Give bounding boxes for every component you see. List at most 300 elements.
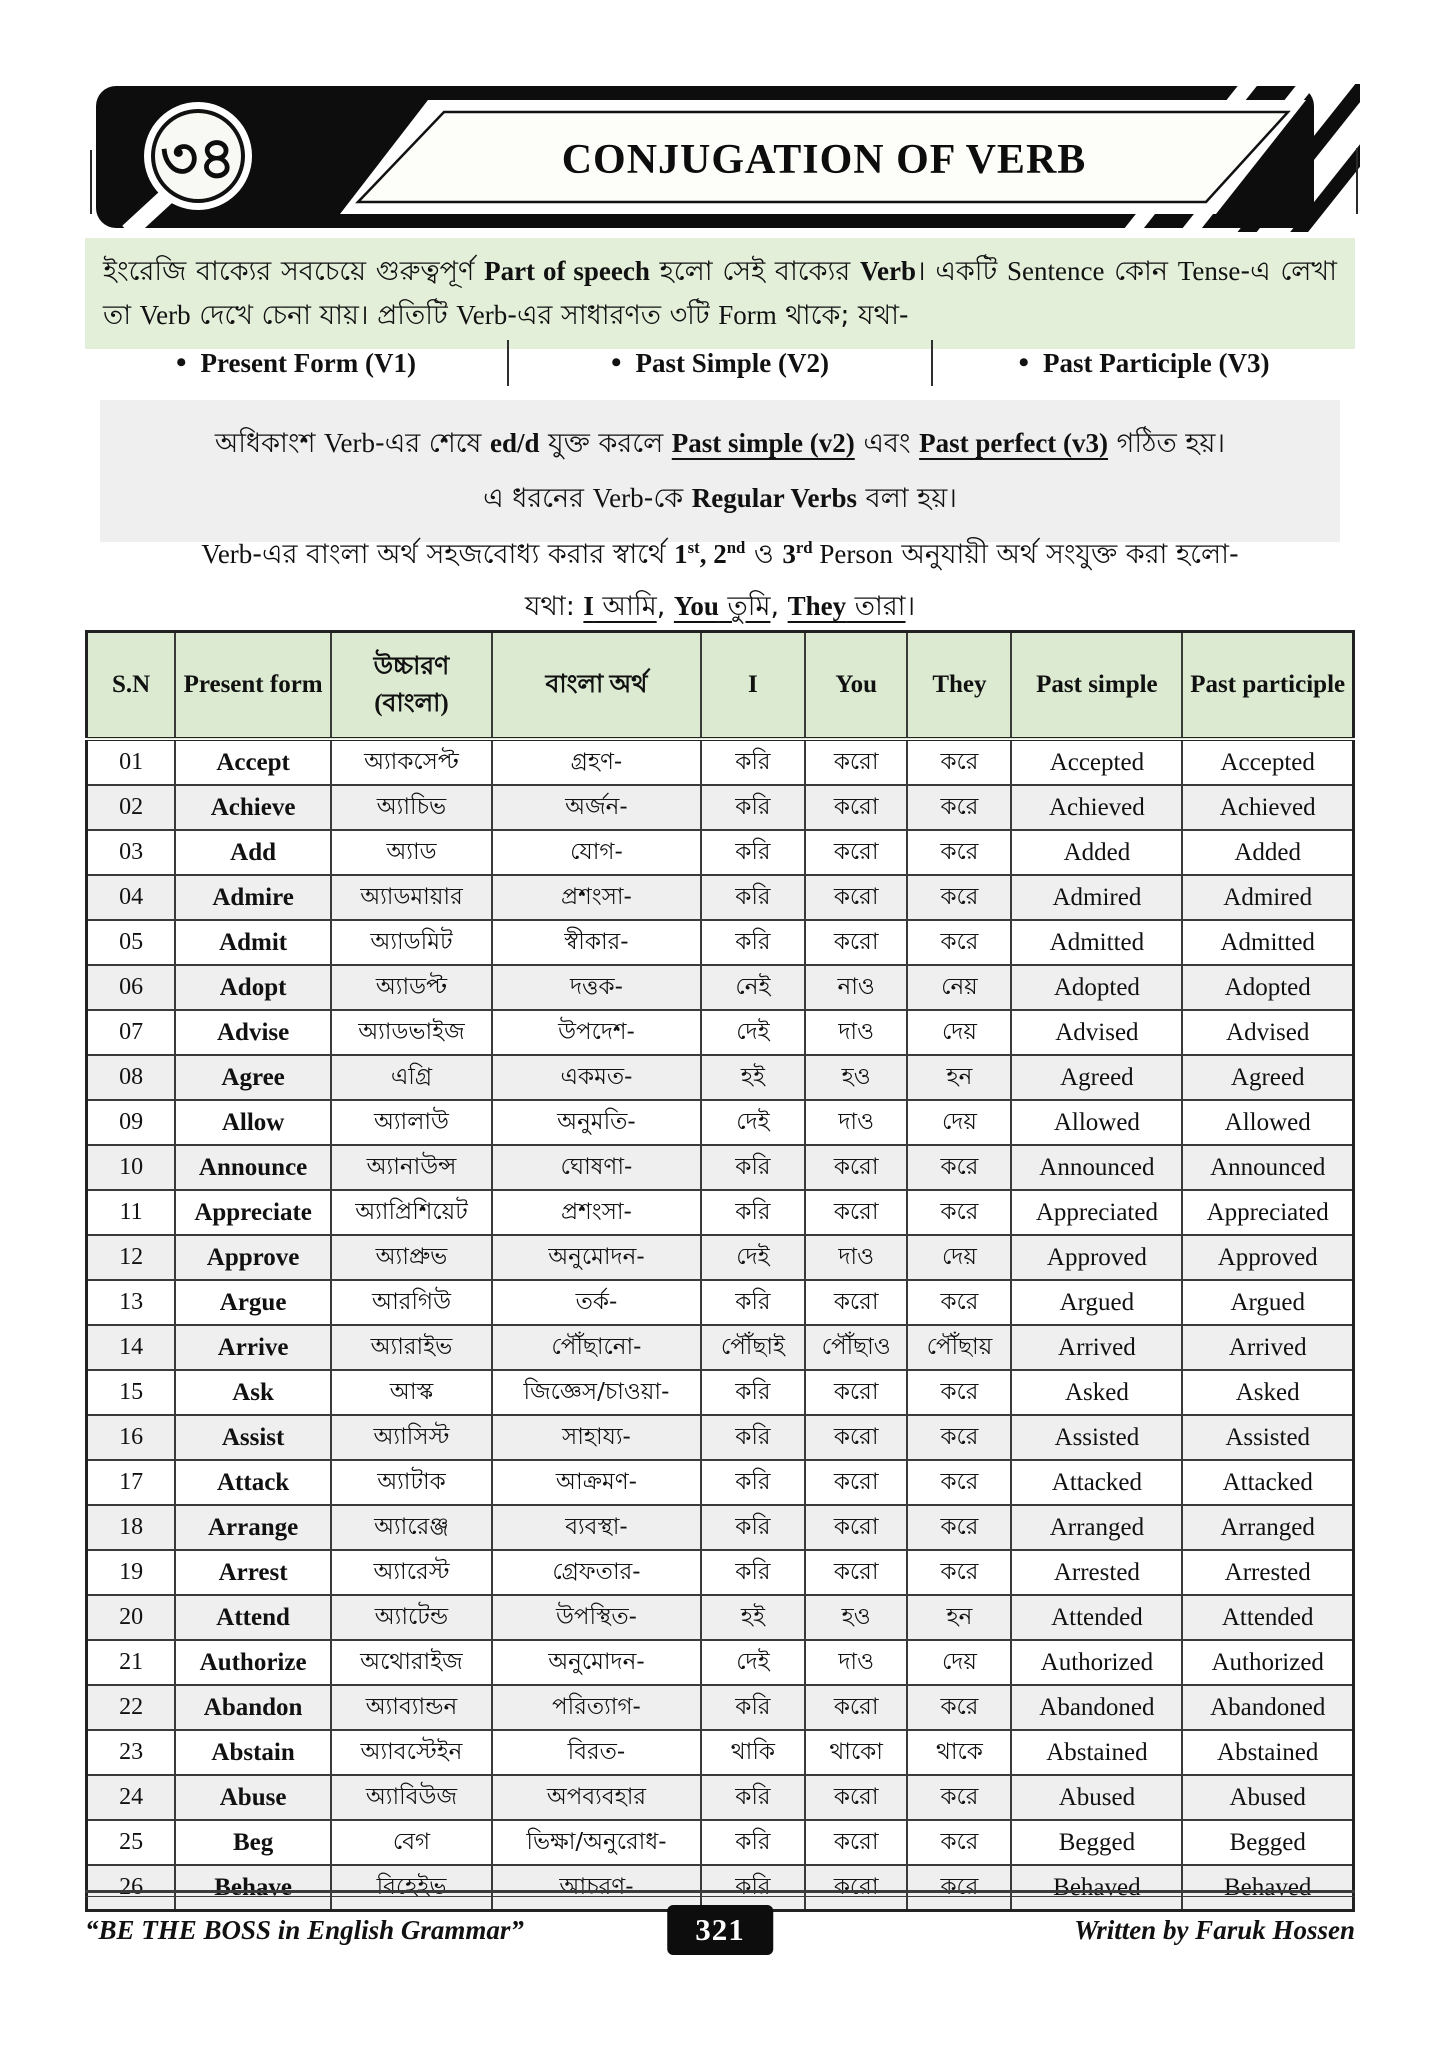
verb-table-body bbox=[87, 739, 1354, 1911]
table-row bbox=[87, 1370, 1354, 1415]
verb-form-label: Past Participle (V3) bbox=[1043, 347, 1270, 378]
table-cell: করো bbox=[805, 875, 908, 920]
table-cell: Abused bbox=[1011, 1775, 1182, 1820]
table-cell: করো bbox=[805, 739, 908, 785]
table-row bbox=[87, 875, 1354, 920]
table-cell: অ্যাটেন্ড bbox=[331, 1595, 492, 1640]
table-cell: Arrived bbox=[1182, 1325, 1353, 1370]
verb-form-label: Past Simple (V2) bbox=[635, 347, 829, 378]
table-cell: অ্যানাউন্স bbox=[331, 1145, 492, 1190]
table-cell: দেয় bbox=[907, 1640, 1011, 1685]
table-cell: Authorized bbox=[1182, 1640, 1353, 1685]
table-cell: করো bbox=[805, 1145, 908, 1190]
table-row bbox=[87, 1055, 1354, 1100]
table-cell: Admired bbox=[1182, 875, 1353, 920]
table-cell: অ্যালাউ bbox=[331, 1100, 492, 1145]
table-cell: গ্রেফতার- bbox=[492, 1550, 701, 1595]
table-cell: করি bbox=[701, 1415, 805, 1460]
table-cell: করে bbox=[907, 1505, 1011, 1550]
table-cell: Adopt bbox=[175, 965, 331, 1010]
column-header: Present form bbox=[175, 632, 331, 740]
text-run: Verb bbox=[201, 539, 253, 569]
text-run: st bbox=[687, 538, 700, 557]
table-cell: পৌঁছাও bbox=[805, 1325, 908, 1370]
table-cell: Agreed bbox=[1011, 1055, 1182, 1100]
table-cell: করে bbox=[907, 739, 1011, 785]
table-cell: অ্যাবস্টেইন bbox=[331, 1730, 492, 1775]
table-cell: Authorize bbox=[175, 1640, 331, 1685]
table-cell: করি bbox=[701, 1775, 805, 1820]
table-cell: Abstained bbox=[1182, 1730, 1353, 1775]
table-cell: অ্যাড bbox=[331, 830, 492, 875]
text-run: এবং bbox=[854, 428, 920, 459]
person-note bbox=[85, 534, 1355, 579]
table-cell: Approve bbox=[175, 1235, 331, 1280]
table-row bbox=[87, 1100, 1354, 1145]
table-cell: করি bbox=[701, 785, 805, 830]
table-cell: Attend bbox=[175, 1595, 331, 1640]
text-run: , bbox=[699, 539, 714, 569]
text-run: দেখে চেনা যায়। প্রতিটি bbox=[190, 299, 457, 331]
table-cell: Attacked bbox=[1182, 1460, 1353, 1505]
table-cell: হই bbox=[701, 1055, 805, 1100]
table-cell: জিজ্ঞেস/চাওয়া- bbox=[492, 1370, 701, 1415]
table-cell: করো bbox=[805, 1415, 908, 1460]
table-cell: ঘোষণা- bbox=[492, 1145, 701, 1190]
table-cell: নেই bbox=[701, 965, 805, 1010]
table-cell: 24 bbox=[87, 1775, 176, 1820]
table-cell: দেই bbox=[701, 1100, 805, 1145]
table-cell: Adopted bbox=[1182, 965, 1353, 1010]
column-header: Past simple bbox=[1011, 632, 1182, 740]
table-cell: দেয় bbox=[907, 1010, 1011, 1055]
chapter-banner bbox=[92, 84, 1360, 232]
table-cell: 06 bbox=[87, 965, 176, 1010]
table-cell: 09 bbox=[87, 1100, 176, 1145]
column-header: উচ্চারণ (বাংলা) bbox=[331, 632, 492, 740]
table-cell: নাও bbox=[805, 965, 908, 1010]
table-cell: Allowed bbox=[1011, 1100, 1182, 1145]
table-cell: Admire bbox=[175, 875, 331, 920]
table-cell: হও bbox=[805, 1055, 908, 1100]
table-cell: দাও bbox=[805, 1235, 908, 1280]
text-run: হলো সেই বাক্যের bbox=[649, 256, 860, 287]
table-cell: করো bbox=[805, 785, 908, 830]
footer bbox=[85, 1902, 1355, 1958]
table-cell: হন bbox=[907, 1055, 1011, 1100]
text-run: I bbox=[583, 591, 594, 621]
table-cell: 12 bbox=[87, 1235, 176, 1280]
table-cell: করি bbox=[701, 875, 805, 920]
table-cell: করি bbox=[701, 1370, 805, 1415]
table-cell: প্রশংসা- bbox=[492, 1190, 701, 1235]
table-cell: হন bbox=[907, 1595, 1011, 1640]
text-run: Person bbox=[812, 539, 893, 569]
table-cell: Behaved bbox=[1011, 1865, 1182, 1911]
table-cell: বিহেইভ bbox=[331, 1865, 492, 1911]
table-cell: Admitted bbox=[1182, 920, 1353, 965]
table-cell: করি bbox=[701, 1865, 805, 1911]
table-cell: 04 bbox=[87, 875, 176, 920]
verb-form-item-v2 bbox=[507, 340, 931, 386]
table-cell: Assisted bbox=[1182, 1415, 1353, 1460]
table-row bbox=[87, 1325, 1354, 1370]
table-cell: Allow bbox=[175, 1100, 331, 1145]
verb-form-item-v1 bbox=[85, 340, 507, 386]
text-run: , bbox=[656, 591, 674, 622]
table-cell: Argued bbox=[1011, 1280, 1182, 1325]
table-cell: Beg bbox=[175, 1820, 331, 1865]
table-cell: অর্জন- bbox=[492, 785, 701, 830]
table-cell: Achieved bbox=[1011, 785, 1182, 830]
table-cell: অ্যারেস্ট bbox=[331, 1550, 492, 1595]
text-run: আমি bbox=[593, 591, 657, 622]
table-cell: করে bbox=[907, 830, 1011, 875]
table-cell: Abandoned bbox=[1182, 1685, 1353, 1730]
table-cell: Behave bbox=[175, 1865, 331, 1911]
table-cell: Achieve bbox=[175, 785, 331, 830]
table-cell: Advise bbox=[175, 1010, 331, 1055]
table-cell: পরিত্যাগ- bbox=[492, 1685, 701, 1730]
table-cell: দাও bbox=[805, 1010, 908, 1055]
table-cell: পৌঁছায় bbox=[907, 1325, 1011, 1370]
table-cell: অ্যাডভাইজ bbox=[331, 1010, 492, 1055]
text-run: তুমি bbox=[718, 591, 771, 622]
table-cell: দেয় bbox=[907, 1235, 1011, 1280]
table-cell: Abandoned bbox=[1011, 1685, 1182, 1730]
table-cell: অ্যাবিউজ bbox=[331, 1775, 492, 1820]
table-cell: Argue bbox=[175, 1280, 331, 1325]
table-cell: Announce bbox=[175, 1145, 331, 1190]
table-cell: 16 bbox=[87, 1415, 176, 1460]
table-row bbox=[87, 785, 1354, 830]
table-row bbox=[87, 739, 1354, 785]
table-cell: 14 bbox=[87, 1325, 176, 1370]
page-number-badge: 321 bbox=[667, 1905, 773, 1955]
table-cell: 02 bbox=[87, 785, 176, 830]
table-cell: Agree bbox=[175, 1055, 331, 1100]
text-run: যথা: bbox=[524, 591, 584, 622]
table-cell: করি bbox=[701, 1460, 805, 1505]
table-row bbox=[87, 830, 1354, 875]
table-cell: Asked bbox=[1011, 1370, 1182, 1415]
table-cell: Begged bbox=[1182, 1820, 1353, 1865]
text-run: -এ লেখা তা bbox=[103, 256, 1337, 331]
table-cell: করে bbox=[907, 1775, 1011, 1820]
text-run: Sentence bbox=[1006, 256, 1105, 286]
table-header-row bbox=[87, 632, 1354, 740]
table-cell: অ্যাকসেপ্ট bbox=[331, 739, 492, 785]
table-cell: আক্রমণ- bbox=[492, 1460, 701, 1505]
bullet-icon: • bbox=[611, 346, 622, 379]
table-cell: করি bbox=[701, 1145, 805, 1190]
table-row bbox=[87, 1595, 1354, 1640]
table-row bbox=[87, 965, 1354, 1010]
table-cell: 26 bbox=[87, 1865, 176, 1911]
table-cell: Arrested bbox=[1182, 1550, 1353, 1595]
footer-left-tagline: “BE THE BOSS in English Grammar” bbox=[85, 1914, 524, 1945]
text-run: Verb bbox=[456, 299, 508, 330]
text-run: 2 bbox=[713, 539, 727, 569]
table-row bbox=[87, 1550, 1354, 1595]
table-cell: 21 bbox=[87, 1640, 176, 1685]
table-cell: Added bbox=[1011, 830, 1182, 875]
table-cell: দেয় bbox=[907, 1100, 1011, 1145]
table-cell: অ্যারাইভ bbox=[331, 1325, 492, 1370]
text-run: যুক্ত করলে bbox=[539, 428, 672, 459]
table-cell: করে bbox=[907, 785, 1011, 830]
right-margin-mark bbox=[1356, 148, 1358, 214]
table-row bbox=[87, 1820, 1354, 1865]
example-line bbox=[85, 586, 1355, 631]
text-run: Verb bbox=[592, 483, 644, 513]
column-header: They bbox=[907, 632, 1011, 740]
table-cell: Arranged bbox=[1182, 1505, 1353, 1550]
table-cell: 08 bbox=[87, 1055, 176, 1100]
table-cell: করি bbox=[701, 830, 805, 875]
table-cell: Allowed bbox=[1182, 1100, 1353, 1145]
table-cell: 19 bbox=[87, 1550, 176, 1595]
table-cell: তর্ক- bbox=[492, 1280, 701, 1325]
table-cell: অপব্যবহার bbox=[492, 1775, 701, 1820]
table-cell: অ্যারেঞ্জ bbox=[331, 1505, 492, 1550]
text-run: বলা হয়। bbox=[857, 483, 957, 514]
table-cell: Agreed bbox=[1182, 1055, 1353, 1100]
table-cell: অ্যাসিস্ট bbox=[331, 1415, 492, 1460]
text-run: থাকে; যথা- bbox=[776, 299, 909, 331]
table-cell: Achieved bbox=[1182, 785, 1353, 830]
table-cell: স্বীকার- bbox=[492, 920, 701, 965]
table-cell: Attack bbox=[175, 1460, 331, 1505]
left-margin-mark bbox=[90, 150, 92, 214]
table-cell: বিরত- bbox=[492, 1730, 701, 1775]
table-cell: Admitted bbox=[1011, 920, 1182, 965]
table-cell: করি bbox=[701, 1280, 805, 1325]
table-cell: করো bbox=[805, 920, 908, 965]
table-cell: করে bbox=[907, 1460, 1011, 1505]
text-run: Verb bbox=[859, 256, 916, 286]
column-header: You bbox=[805, 632, 908, 740]
table-cell: Arrested bbox=[1011, 1550, 1182, 1595]
chapter-title-box bbox=[340, 100, 1306, 214]
table-cell: Approved bbox=[1182, 1235, 1353, 1280]
table-cell: করো bbox=[805, 830, 908, 875]
table-cell: গ্রহণ- bbox=[492, 739, 701, 785]
table-cell: Announced bbox=[1011, 1145, 1182, 1190]
table-cell: Approved bbox=[1011, 1235, 1182, 1280]
text-run: 3 bbox=[782, 539, 796, 569]
text-run: ও bbox=[745, 539, 783, 570]
table-cell: করে bbox=[907, 1370, 1011, 1415]
table-cell: Behaved bbox=[1182, 1865, 1353, 1911]
table-cell: থাকি bbox=[701, 1730, 805, 1775]
verb-forms-list bbox=[85, 338, 1355, 388]
text-run: They bbox=[787, 591, 847, 621]
text-run: । একটি bbox=[915, 256, 1007, 287]
table-cell: 13 bbox=[87, 1280, 176, 1325]
text-run: Part of speech bbox=[484, 256, 650, 286]
table-cell: অ্যাপ্রিশিয়েট bbox=[331, 1190, 492, 1235]
chapter-number: ৩৪ bbox=[160, 124, 236, 192]
table-cell: Authorized bbox=[1011, 1640, 1182, 1685]
table-row bbox=[87, 1280, 1354, 1325]
verb-conjugation-table bbox=[85, 630, 1355, 1912]
table-cell: দাও bbox=[805, 1640, 908, 1685]
text-run: -এর সাধারণত ৩টি bbox=[507, 299, 719, 331]
text-run: Tense bbox=[1177, 256, 1241, 286]
table-cell: করি bbox=[701, 920, 805, 965]
table-row bbox=[87, 920, 1354, 965]
table-cell: করো bbox=[805, 1685, 908, 1730]
text-run: কোন bbox=[1104, 256, 1178, 287]
text-run: rd bbox=[795, 538, 813, 557]
table-cell: Argued bbox=[1182, 1280, 1353, 1325]
table-cell: 18 bbox=[87, 1505, 176, 1550]
table-cell: আরগিউ bbox=[331, 1280, 492, 1325]
table-cell: Advised bbox=[1182, 1010, 1353, 1055]
table-cell: করো bbox=[805, 1280, 908, 1325]
table-cell: দত্তক- bbox=[492, 965, 701, 1010]
table-cell: হও bbox=[805, 1595, 908, 1640]
text-run: Verb bbox=[139, 299, 191, 330]
table-row bbox=[87, 1640, 1354, 1685]
table-cell: ভিক্ষা/অনুরোধ- bbox=[492, 1820, 701, 1865]
table-cell: পৌঁছানো- bbox=[492, 1325, 701, 1370]
table-cell: Accepted bbox=[1182, 739, 1353, 785]
table-cell: 25 bbox=[87, 1820, 176, 1865]
note-line-1 bbox=[110, 416, 1330, 471]
table-cell: Accepted bbox=[1011, 739, 1182, 785]
table-cell: করো bbox=[805, 1775, 908, 1820]
page-title: CONJUGATION OF VERB bbox=[561, 137, 1087, 183]
table-cell: Ask bbox=[175, 1370, 331, 1415]
table-row bbox=[87, 1685, 1354, 1730]
table-cell: Attended bbox=[1011, 1595, 1182, 1640]
table-cell: করো bbox=[805, 1370, 908, 1415]
table-cell: করে bbox=[907, 1685, 1011, 1730]
table-cell: Arranged bbox=[1011, 1505, 1182, 1550]
verb-form-label: Present Form (V1) bbox=[200, 347, 416, 378]
table-cell: হই bbox=[701, 1595, 805, 1640]
table-cell: 17 bbox=[87, 1460, 176, 1505]
table-cell: অ্যাডমিট bbox=[331, 920, 492, 965]
regular-verbs-note bbox=[100, 400, 1340, 542]
table-cell: Appreciated bbox=[1182, 1190, 1353, 1235]
table-cell: অ্যাব্যান্ডন bbox=[331, 1685, 492, 1730]
column-header: Past participle bbox=[1182, 632, 1353, 740]
footer-author-credit: Written by Faruk Hossen bbox=[1074, 1914, 1355, 1945]
table-cell: 22 bbox=[87, 1685, 176, 1730]
footer-divider bbox=[85, 1890, 1355, 1897]
table-cell: একমত- bbox=[492, 1055, 701, 1100]
table-cell: বেগ bbox=[331, 1820, 492, 1865]
table-cell: করো bbox=[805, 1865, 908, 1911]
table-cell: ব্যবস্থা- bbox=[492, 1505, 701, 1550]
text-run: Past simple (v2) bbox=[671, 428, 855, 458]
table-cell: Arrest bbox=[175, 1550, 331, 1595]
table-cell: করো bbox=[805, 1820, 908, 1865]
table-cell: অনুমতি- bbox=[492, 1100, 701, 1145]
table-cell: Arrive bbox=[175, 1325, 331, 1370]
text-run: nd bbox=[726, 538, 746, 557]
text-run: ইংরেজি বাক্যের সবচেয়ে গুরুত্বপূর্ণ bbox=[103, 256, 485, 287]
text-run: ed/d bbox=[490, 428, 540, 458]
table-cell: 23 bbox=[87, 1730, 176, 1775]
table-row bbox=[87, 1730, 1354, 1775]
table-cell: আস্ক bbox=[331, 1370, 492, 1415]
table-cell: Admit bbox=[175, 920, 331, 965]
text-run: You bbox=[673, 591, 719, 621]
table-cell: উপস্থিত- bbox=[492, 1595, 701, 1640]
table-cell: থাকে bbox=[907, 1730, 1011, 1775]
table-cell: করে bbox=[907, 1865, 1011, 1911]
text-run: -এর বাংলা অর্থ সহজবোধ্য করার স্বার্থে bbox=[252, 539, 675, 570]
table-cell: অ্যাডমায়ার bbox=[331, 875, 492, 920]
table-cell: Appreciate bbox=[175, 1190, 331, 1235]
table-cell: আচরণ- bbox=[492, 1865, 701, 1911]
table-cell: 20 bbox=[87, 1595, 176, 1640]
table-cell: Admired bbox=[1011, 875, 1182, 920]
table-cell: 07 bbox=[87, 1010, 176, 1055]
table-row bbox=[87, 1235, 1354, 1280]
table-cell: করি bbox=[701, 1190, 805, 1235]
text-run: তারা bbox=[846, 591, 906, 622]
table-cell: করে bbox=[907, 1280, 1011, 1325]
text-run: 1 bbox=[674, 539, 688, 569]
table-cell: যোগ- bbox=[492, 830, 701, 875]
table-cell: উপদেশ- bbox=[492, 1010, 701, 1055]
table-cell: অনুমোদন- bbox=[492, 1640, 701, 1685]
table-cell: পৌঁছাই bbox=[701, 1325, 805, 1370]
table-row bbox=[87, 1010, 1354, 1055]
table-cell: করো bbox=[805, 1505, 908, 1550]
table-cell: অনুমোদন- bbox=[492, 1235, 701, 1280]
table-cell: অ্যাপ্রুভ bbox=[331, 1235, 492, 1280]
text-run: অনুযায়ী অর্থ সংযুক্ত করা হলো- bbox=[892, 539, 1239, 570]
table-cell: করো bbox=[805, 1460, 908, 1505]
table-row bbox=[87, 1505, 1354, 1550]
table-cell: প্রশংসা- bbox=[492, 875, 701, 920]
table-cell: 05 bbox=[87, 920, 176, 965]
column-header: বাংলা অর্থ bbox=[492, 632, 701, 740]
table-row bbox=[87, 1775, 1354, 1820]
table-cell: Arrange bbox=[175, 1505, 331, 1550]
table-cell: Abuse bbox=[175, 1775, 331, 1820]
table-cell: Arrived bbox=[1011, 1325, 1182, 1370]
table-cell: Added bbox=[1182, 830, 1353, 875]
table-cell: দেই bbox=[701, 1640, 805, 1685]
table-cell: Abstained bbox=[1011, 1730, 1182, 1775]
table-cell: Attended bbox=[1182, 1595, 1353, 1640]
table-cell: সাহায্য- bbox=[492, 1415, 701, 1460]
text-run: Verb bbox=[324, 428, 376, 458]
verb-form-item-v3 bbox=[931, 340, 1355, 386]
table-cell: Abstain bbox=[175, 1730, 331, 1775]
table-cell: Asked bbox=[1182, 1370, 1353, 1415]
table-cell: Abandon bbox=[175, 1685, 331, 1730]
table-cell: Adopted bbox=[1011, 965, 1182, 1010]
table-cell: Assisted bbox=[1011, 1415, 1182, 1460]
table-cell: 03 bbox=[87, 830, 176, 875]
table-cell: দাও bbox=[805, 1100, 908, 1145]
text-run: এ ধরনের bbox=[483, 483, 593, 514]
table-cell: 01 bbox=[87, 739, 176, 785]
table-cell: অ্যাটাক bbox=[331, 1460, 492, 1505]
table-cell: অ্যাচিভ bbox=[331, 785, 492, 830]
table-cell: দেই bbox=[701, 1010, 805, 1055]
table-cell: Attacked bbox=[1011, 1460, 1182, 1505]
table-cell: করি bbox=[701, 1550, 805, 1595]
